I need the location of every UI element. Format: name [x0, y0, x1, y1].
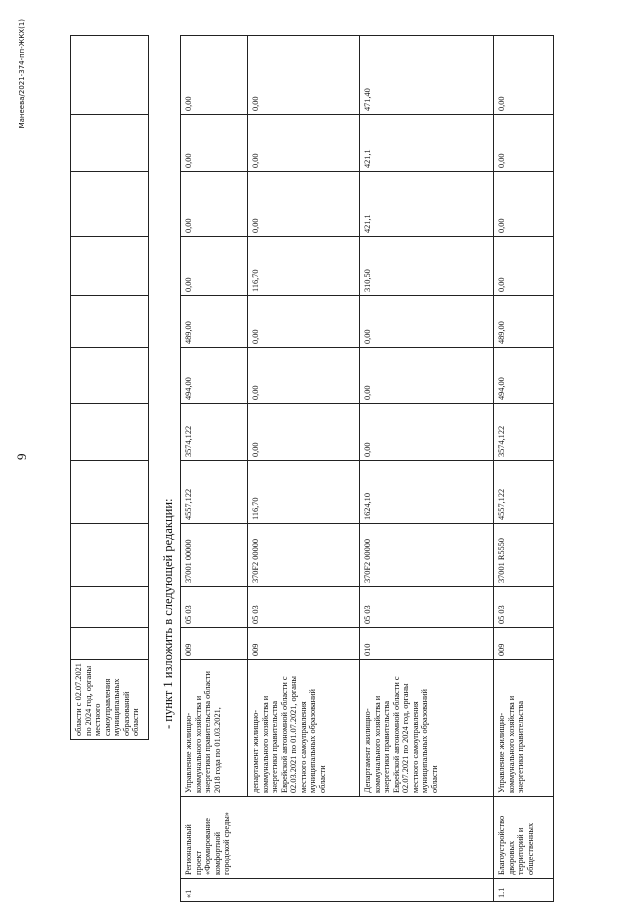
total-value: 4557,122 [494, 461, 554, 524]
value-2018: 0,00 [360, 404, 494, 461]
value-2023: 0,00 [181, 115, 248, 172]
csr-code: 37001 00000 [181, 524, 248, 587]
value-2019: 494,00 [494, 348, 554, 404]
fragment-empty-cell [71, 115, 149, 172]
value-2024: 0,00 [181, 36, 248, 115]
executor-cell: Департамент жилищно-коммунального хозяйства и энергетики правительства Еврейской автономной области с 02.07.2021 по 2024 год, органы местного самоуправления муниципальных образований области [360, 660, 494, 797]
value-2024: 0,00 [494, 36, 554, 115]
value-2021: 310,50 [360, 237, 494, 296]
margin-marker-text: Манеева/2021-374-пп-ЖКХ(1) [18, 19, 26, 129]
value-2018: 0,00 [248, 404, 360, 461]
value-2021: 0,00 [494, 237, 554, 296]
executor-cell: Управление жилищно-коммунального хозяйства и энергетики правительства [494, 660, 554, 797]
value-2024: 0,00 [248, 36, 360, 115]
value-2019: 494,00 [181, 348, 248, 404]
value-2020: 0,00 [248, 296, 360, 348]
fragment-empty-cell [71, 587, 149, 628]
grbs-code: 009 [494, 628, 554, 660]
fragment-empty-cell [71, 237, 149, 296]
total-value: 116,70 [248, 461, 360, 524]
item-name: Благоустройство дворовых территорий и общественных [494, 797, 554, 879]
table-row [360, 36, 494, 902]
fragment-empty-cell [71, 461, 149, 524]
value-2021: 0,00 [181, 237, 248, 296]
value-2019: 0,00 [248, 348, 360, 404]
value-2018: 3574,122 [494, 404, 554, 461]
row-number: «1 [181, 879, 494, 902]
fragment-row [71, 36, 149, 740]
csr-code: 37001 R5550 [494, 524, 554, 587]
value-2022: 0,00 [494, 172, 554, 237]
value-2022: 0,00 [248, 172, 360, 237]
item-name: Региональный проект «Формирование комфортной городской среды» [181, 797, 494, 879]
value-2020: 0,00 [360, 296, 494, 348]
page-number: 9 [14, 453, 29, 460]
fragment-empty-cell [71, 296, 149, 348]
rzpr-code: 05 03 [494, 587, 554, 628]
csr-code: 370F2 00000 [248, 524, 360, 587]
value-2021: 116,70 [248, 237, 360, 296]
table-row [248, 36, 360, 902]
value-2020: 489,00 [494, 296, 554, 348]
fragment-executor-cell: области с 02.07.2021 по 2024 год, органы местного самоуправления муниципальных образований области [71, 660, 149, 740]
grbs-code: 009 [248, 628, 360, 660]
total-value: 1624,10 [360, 461, 494, 524]
executor-cell: Управление жилищно-коммунального хозяйства и энергетики правительства области 2018 года по 01.03.2021, [181, 660, 248, 797]
program-table [180, 35, 554, 902]
value-2023: 0,00 [248, 115, 360, 172]
grbs-code: 010 [360, 628, 494, 660]
fragment-empty-cell [71, 524, 149, 587]
rzpr-code: 05 03 [181, 587, 248, 628]
table-row [181, 36, 248, 902]
row-number: 1.1 [494, 879, 554, 902]
fragment-empty-cell [71, 404, 149, 461]
rzpr-code: 05 03 [360, 587, 494, 628]
value-2019: 0,00 [360, 348, 494, 404]
csr-code: 370F2 00000 [360, 524, 494, 587]
table-row [494, 36, 554, 902]
grbs-code: 009 [181, 628, 248, 660]
total-value: 4557,122 [181, 461, 248, 524]
fragment-empty-cell [71, 172, 149, 237]
fragment-empty-cell [71, 36, 149, 115]
amendment-heading: - пункт 1 изложить в следующей редакции: [161, 498, 175, 729]
value-2018: 3574,122 [181, 404, 248, 461]
value-2023: 0,00 [494, 115, 554, 172]
fragment-empty-cell [71, 628, 149, 660]
value-2023: 421,1 [360, 115, 494, 172]
value-2022: 421,1 [360, 172, 494, 237]
value-2024: 471,40 [360, 36, 494, 115]
rzpr-code: 05 03 [248, 587, 360, 628]
value-2020: 489,00 [181, 296, 248, 348]
fragment-table [70, 35, 149, 740]
fragment-empty-cell [71, 348, 149, 404]
executor-cell: департамент жилищно-коммунального хозяйства и энергетики правительства Еврейской автономной области с 02.03.2021 по 01.07.2021, органы местного самоуправления муниципальных образований области [248, 660, 360, 797]
margin-marker [18, 0, 26, 905]
value-2022: 0,00 [181, 172, 248, 237]
